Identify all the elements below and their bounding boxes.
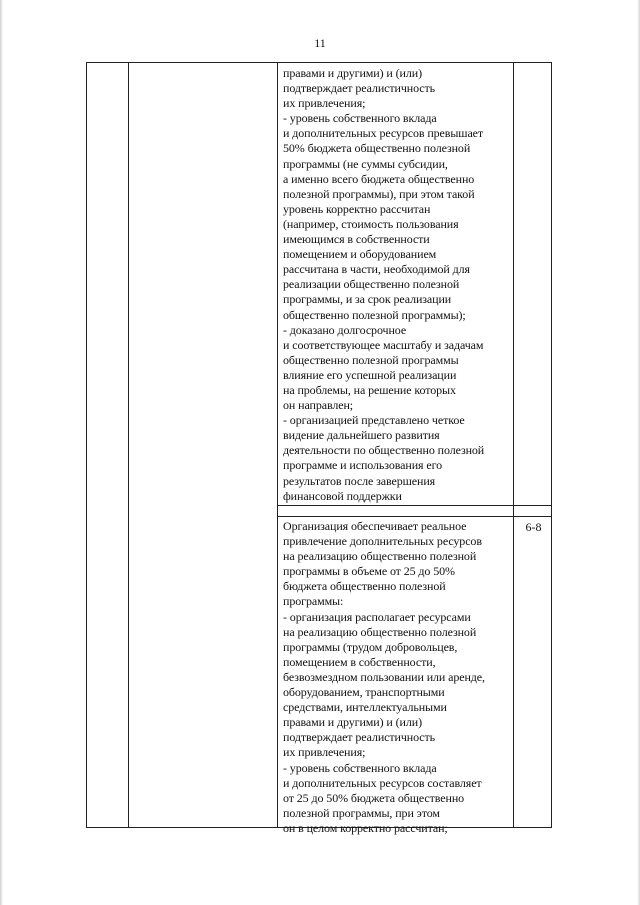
criteria-line: имеющимся в собственности xyxy=(283,232,430,247)
criteria-line: их привлечения; xyxy=(283,745,366,760)
criteria-line: рассчитана в части, необходимой для xyxy=(283,262,470,277)
criteria-cell-row-2 xyxy=(283,519,485,836)
criteria-line: общественно полезной программы); xyxy=(283,307,466,322)
criteria-line: - уровень собственного вклада xyxy=(283,111,437,126)
criteria-line: правами и другими) и (или) xyxy=(283,66,422,80)
criteria-line: финансовой поддержки xyxy=(283,488,402,503)
criteria-line: - организацией представлено четкое xyxy=(283,413,465,428)
criteria-line: а именно всего бюджета общественно xyxy=(283,171,475,186)
criteria-line: видение дальнейшего развития xyxy=(283,428,440,443)
criteria-line: программы, и за срок реализации xyxy=(283,292,452,307)
criteria-line: помещением в собственности, xyxy=(283,654,436,669)
criteria-line: и дополнительных ресурсов превышает xyxy=(283,126,484,141)
criteria-line: - доказано долгосрочное xyxy=(283,322,407,337)
criteria-line: программы (трудом добровольцев, xyxy=(283,639,458,654)
criteria-line: программы в объеме от 25 до 50% xyxy=(283,564,455,579)
criteria-line: он в целом корректно рассчитан; xyxy=(283,820,448,835)
score-cell-row-2: 6-8 xyxy=(525,520,542,534)
criteria-line: и дополнительных ресурсов составляет xyxy=(283,775,482,790)
criteria-line: программы (не суммы субсидии, xyxy=(283,156,448,171)
criteria-line: подтверждает реалистичность xyxy=(283,730,436,745)
scan-edge-left xyxy=(0,0,3,905)
criteria-line: общественно полезной программы xyxy=(283,352,459,367)
criteria-line: бюджета общественно полезной xyxy=(283,579,446,594)
criteria-line: - организация располагает ресурсами xyxy=(283,609,471,624)
criteria-table xyxy=(86,62,552,835)
criteria-line: программе и использования его xyxy=(283,458,442,473)
criteria-cell-row-1 xyxy=(283,66,484,504)
criteria-line: результатов после завершения xyxy=(283,473,436,488)
criteria-line: деятельности по общественно полезной xyxy=(283,443,485,458)
criteria-line: от 25 до 50% бюджета общественно xyxy=(283,790,465,805)
row-divider-top xyxy=(277,505,551,506)
criteria-line: оборудованием, транспортными xyxy=(283,685,445,700)
criteria-line: и соответствующее масштабу и задачам xyxy=(283,337,484,352)
criteria-line: правами и другими) и (или) xyxy=(283,715,422,730)
criteria-line: подтверждает реалистичность xyxy=(283,81,436,96)
column-divider-1 xyxy=(128,63,129,827)
row-divider-bottom xyxy=(277,516,551,517)
criteria-line: реализации общественно полезной xyxy=(283,277,460,292)
criteria-line: их привлечения; xyxy=(283,96,366,111)
criteria-line: средствами, интеллектуальными xyxy=(283,700,447,715)
criteria-line: Организация обеспечивает реальное xyxy=(283,519,467,533)
criteria-line: безвозмездном пользовании или аренде, xyxy=(283,669,485,684)
criteria-line: на проблемы, на решение которых xyxy=(283,382,456,397)
page-number: 11 xyxy=(314,36,326,50)
column-divider-2 xyxy=(277,63,278,827)
criteria-line: уровень корректно рассчитан xyxy=(283,201,431,216)
criteria-line: 50% бюджета общественно полезной xyxy=(283,141,471,156)
criteria-line: программы: xyxy=(283,594,344,609)
criteria-line: полезной программы, при этом xyxy=(283,805,440,820)
criteria-line: он направлен; xyxy=(283,398,354,413)
criteria-line: привлечение дополнительных ресурсов xyxy=(283,534,482,549)
criteria-line: - уровень собственного вклада xyxy=(283,760,437,775)
column-divider-3 xyxy=(513,63,514,827)
criteria-line: полезной программы), при этом такой xyxy=(283,186,475,201)
criteria-line: на реализацию общественно полезной xyxy=(283,549,477,564)
criteria-line: влияние его успешной реализации xyxy=(283,367,457,382)
criteria-line: (например, стоимость пользования xyxy=(283,216,459,231)
criteria-line: на реализацию общественно полезной xyxy=(283,624,477,639)
criteria-line: помещением и оборудованием xyxy=(283,247,437,262)
